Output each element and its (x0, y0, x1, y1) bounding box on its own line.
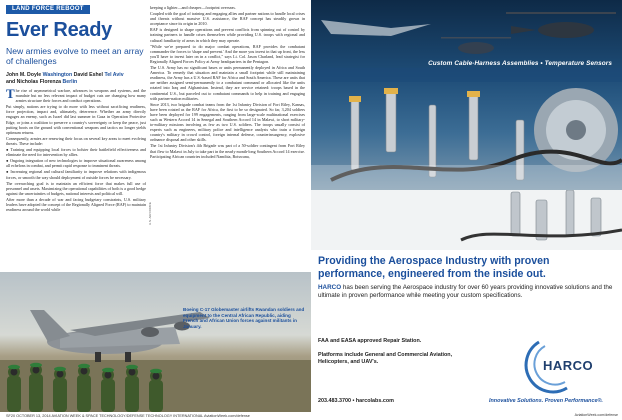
article-paragraph: Since 2013, two brigade combat teams from the 1st Infantry Division of Fort Riley, Kansas, have been rotated as the RAF for Africa, the first to be so designated. So far, 3,204 soldiers have been deployed for 199 engagements, ranging from large-scale multinational exercises such as Western Accord 14 in Senegal and Southern Accord 14 in Malawi, to short military-to-military missions involving as few as two U.S. soldiers. The troops usually consist of experts such as engineers, military police and intelligence analysts who train a foreign country's military in crowd control, foreign internal defense, counterinsurgency, explosive ordnance disposal and other skills. (150, 101, 305, 143)
page-folio: SF20 OCTOBER 13, 2014 AVIATION WEEK & SPACE TECHNOLOGY/DEFENSE TECHNOLOGY INTERNATIONAL AviationWeek.com/defense (0, 412, 311, 420)
article-paragraph: ● Ongoing integration of new technologies to improve situational awareness among all echelons in combat, and permit rapid response to imminent threats. (6, 158, 146, 169)
article-paragraph: keeping a lighter—and cheaper—footprint overseas. (150, 5, 236, 10)
article-paragraph: ● Training and equipping local forces to bolster their battlefield effectiveness and eliminate the need for intervention by allies. (6, 147, 146, 158)
article-column-2 (150, 5, 305, 270)
ad-body: HARCO has been serving the Aerospace industry for over 60 years providing innovative solutions and the ultimate in proven performance while meeting your custom specifications. (318, 284, 613, 299)
ad-contact: 203.483.3700 • harcolabs.com (318, 398, 394, 404)
drop-cap: T (6, 88, 15, 101)
byline-location: Washington (42, 72, 73, 78)
ad-platforms: Platforms include General and Commercial Aviation, Helicopters, and UAV's. (318, 352, 453, 365)
article-byline (6, 72, 156, 85)
harco-logo (509, 338, 609, 394)
article-deck: New armies evolve to meet an array of challenges (6, 46, 144, 66)
ad-approved-note: FAA and EASA approved Repair Station. (318, 338, 422, 344)
ad-tagline: Custom Cable-Harness Assemblies • Temperature Sensors (428, 60, 612, 67)
ad-headline: Providing the Aerospace Industry with proven performance, engineered from the inside out. (318, 255, 550, 280)
article-paragraph: The rise of asymmetrical warfare, advances in weapons and systems, and the mandate but no less relevant impact of budget cuts are changing how many armies structure their forces and conduct operations. (6, 88, 146, 104)
article-paragraph: The 1st Infantry Division's 4th Brigade was part of a 50-soldier contingent from Fort Riley that flew to Malawi in July to take part in the nearly month-long Southern Accord 14 exercise. Participating African countries included Namibia, Botswana, (150, 143, 305, 159)
aircraft-collage-image (311, 0, 622, 190)
byline-name: John M. Doyle (6, 72, 42, 78)
article-paragraph: "While we're prepared to do major combat operations, RAF provides the combatant commander the forces to 'shape and prevent.' And the more you invest in that up front, the less you'll have to invest later on in a conflict," says Lt. Col. Jason Charland, lead strategist for Regionally Aligned Forces Policy at Army headquarters in the Pentagon. (150, 43, 305, 64)
byline-location: Tel Aviv (104, 72, 124, 78)
byline-name: David Eshel (73, 72, 103, 78)
article-paragraph: The U.S. Army has no significant bases or units permanently deployed in Africa and South America. To remedy that situation and maintain a small footprint while still maintaining readiness, the Army has a U.S.-based RAF for Africa and South America. These are units that are neither assigned semi-permanently to a combatant command or allocated like the units rotated into Iraq and Afghanistan. Instead, they are service retained: troops based in the continental U.S., but parceled out to combatant commands to help in training and engaging with partner-nation militaries. (150, 65, 305, 101)
logo-text: HARCO (543, 358, 594, 373)
article-paragraph: After more than a decade of war and facing budgetary constraints, U.S. military leaders have adopted the concept of the Regionally Aligned Force (RAF) to maintain readiness around the world while (6, 196, 146, 213)
ad-hero-image (311, 0, 622, 190)
article-column-1 (6, 88, 146, 270)
product-image (311, 190, 622, 250)
article-paragraph: Coupled with the goal of training and engaging allies and partner nations to handle local crises and threats without massive U.S. assistance, the RAF concept has steadily grown in acceptance since its origin in 2010. (150, 11, 305, 27)
article-paragraph: Consequently, armies are renewing their focus on several key areas to meet evolving threats. These include: (6, 135, 146, 146)
article-paragraph: RAF is designed to shape operations and prevent conflicts from spinning out of control by training partners to handle crises themselves while providing U.S. troops with regional and cultural familiarity of areas in which they may operate. (150, 27, 305, 43)
article-paragraph: Put simply, nations are trying to do more with less without sacrificing readiness, force projection, impact and, ultimately, deterrence. Whether an army directly engages an enemy, such as Israel did last summer in Gaza in Operation Protective Edge, or joins a coalition to preserve a country's sovereignty or keep the peace, just putting boots on the ground with conventional weapons and tactics no longer yields optimum returns. (6, 104, 146, 135)
byline-name: and Nicholas Florenza (6, 78, 62, 85)
byline-location: Berlin (62, 78, 78, 85)
article-paragraph: ● Increasing regional and cultural familiarity to improve relations with indigenous forces, or smooth the way should deployment of outside forces be necessary. (6, 169, 146, 180)
article-headline: Ever Ready (6, 19, 112, 41)
article-photo (0, 272, 311, 412)
page-folio-right: AviationWeek.com/defense (574, 413, 618, 417)
photo-caption: Boeing C-17 Globemaster airlifts Rwandan soldiers and equipment to the Central African Republic, aiding French and African Union forces against militants in January. (183, 307, 305, 330)
advertisement-page (311, 0, 622, 420)
article-paragraph: The overarching goal is to maintain an efficient force that makes full use of personnel and assets. Maximizing the operational capabilities of both is a good hedge against the uncertainties of budgets, national interests and political will. (6, 180, 146, 196)
section-tag: LAND FORCE REBOOT (6, 5, 90, 14)
c17-aircraft-photo (0, 272, 311, 412)
brand-name: HARCO (318, 284, 342, 291)
ad-slogan: Innovative Solutions. Proven Performance®. (489, 398, 603, 404)
photo-credit: U.S. AIR FORCE (148, 202, 152, 225)
